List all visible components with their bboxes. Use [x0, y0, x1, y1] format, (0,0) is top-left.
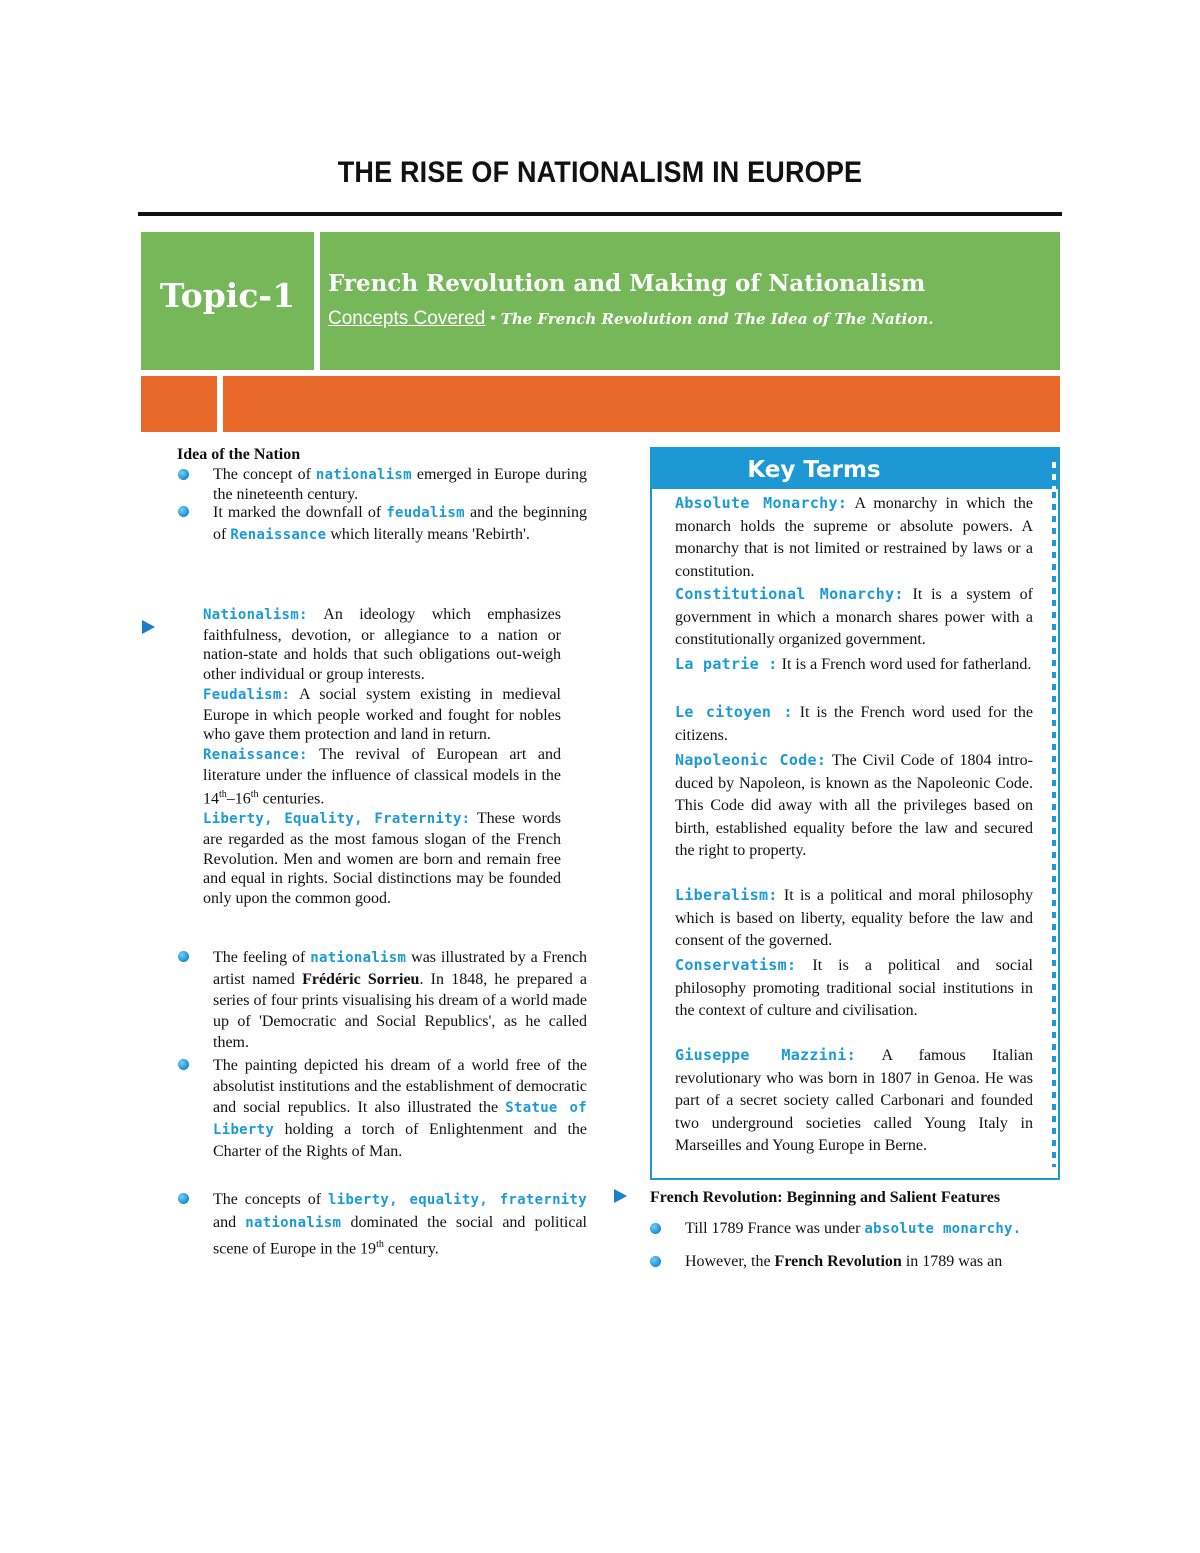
topic-title-box: [320, 232, 1060, 370]
key-term-constitutional-monarchy: Constitutional Monarchy: It is a system of government in which a monarch shares power with a constitutionally organized government.: [675, 585, 1033, 648]
bullet-painting-dream: The painting depicted his dream of a world free of the absolutist institutions and the establishment of democratic and social republics. It also illustrated the Statue of Liberty holding a torch of Enlightenment and the Charter of the Rights of Man.: [213, 1057, 587, 1160]
section-heading-french-revolution: French Revolution: Beginning and Salient Features: [650, 1189, 1001, 1206]
concepts-covered-label: Concepts Covered: [328, 308, 486, 329]
key-term-absolute-monarchy: Absolute Monarchy: A monarchy in which the monarch holds the supreme or absolute powers. A monarchy that is not limited or restrained by laws or a constitution.: [675, 494, 1033, 580]
topic-label: Topic-1: [159, 276, 296, 315]
title-rule: [138, 212, 1062, 216]
bullet-concepts-dominated: The concepts of liberty, equality, fraternity and nationalism dominated the social and political scene of Europe in the 19th century.: [213, 1191, 588, 1258]
concepts-bullet: •: [489, 308, 497, 328]
blue-circle-bullet-icon: [650, 1256, 661, 1267]
key-terms-dashed-edge: [1052, 462, 1056, 1167]
blue-circle-bullet-icon: [650, 1223, 661, 1234]
bullet-nationalism-emerged: The concept of nationalism emerged in Europe during the nineteenth century.: [213, 466, 588, 503]
key-term-le-citoyen: Le citoyen : It is the French word used for the citizens.: [675, 703, 1033, 744]
definition-liberty-equality-fraternity: Liberty, Equality, Fraternity: These words are regarded as the most famous slogan of the French Revolution. Men and women are born and remain free and equal in rights. Social distinctions may be founded only upon the common good.: [203, 810, 561, 908]
key-term-la-patrie: La patrie : It is a French word used for fatherland.: [675, 655, 1032, 673]
bullet-feudalism-renaissance: It marked the downfall of feudalism and the beginning of Renaissance which literally means 'Rebirth'.: [213, 504, 588, 543]
topic-title: French Revolution and Making of Nationalism: [328, 270, 926, 297]
key-term-napoleonic-code: Napoleonic Code: The Civil Code of 1804 intro-duced by Napoleon, is known as the Napoleonic Code. This Code did away with all the privileges based on birth, established equality before the law and secured the right to property.: [675, 751, 1033, 859]
blue-circle-bullet-icon: [178, 469, 189, 480]
bullet-absolute-monarchy-1789: Till 1789 France was under absolute monarchy.: [685, 1220, 1022, 1237]
section-heading-idea-of-nation: Idea of the Nation: [177, 446, 301, 463]
key-term-conservatism: Conservatism: It is a political and social philosophy promoting traditional social institutions in the context of culture and civilisation.: [675, 956, 1033, 1019]
key-term-giuseppe-mazzini: Giuseppe Mazzini: A famous Italian revolutionary who was born in 1807 in Genoa. He was part of a secret society called Carbonari and founded two underground societies called Young Italy in Marseilles and Young Europe in Berne.: [675, 1046, 1033, 1154]
concepts-covered-items: The French Revolution and The Idea of The Nation.: [500, 310, 934, 328]
key-term-liberalism: Liberalism: It is a political and moral philosophy which is based on liberty, equality before the law and consent of the governed.: [675, 886, 1033, 949]
bullet-sorrieu-prints: The feeling of nationalism was illustrated by a French artist named Frédéric Sorrieu. In 1848, he prepared a series of four prints visualising his dream of a world made up of 'Democratic and Social Republics', as he called them.: [213, 949, 587, 1051]
definition-feudalism: Feudalism: A social system existing in medieval Europe in which people worked and fought for nobles who gave them protection and land in return.: [203, 685, 561, 744]
blue-circle-bullet-icon: [178, 1193, 189, 1204]
document-title: THE RISE OF NATIONALISM IN EUROPE: [337, 156, 863, 189]
definitions-block: [203, 605, 561, 909]
definition-renaissance: Renaissance: The revival of European art and literature under the influence of classical models in the 14th–16th centuries.: [203, 745, 561, 808]
definition-nationalism: Nationalism: An ideology which emphasizes faithfulness, devotion, or allegiance to a nation or nation-state and holds that such obligations out-weigh other individual or group interests.: [203, 606, 561, 684]
orange-bar-left: [141, 376, 217, 432]
key-terms-heading: Key Terms: [650, 447, 1060, 489]
blue-circle-bullet-icon: [178, 506, 189, 517]
orange-bar-right: [223, 376, 1060, 432]
blue-triangle-arrow-icon: [142, 620, 155, 634]
blue-triangle-arrow-icon: [614, 1189, 627, 1203]
blue-circle-bullet-icon: [178, 951, 189, 962]
bullet-french-revolution-1789: However, the French Revolution in 1789 was an: [685, 1253, 1003, 1270]
blue-circle-bullet-icon: [178, 1059, 189, 1070]
concepts-covered-line: [328, 308, 933, 330]
